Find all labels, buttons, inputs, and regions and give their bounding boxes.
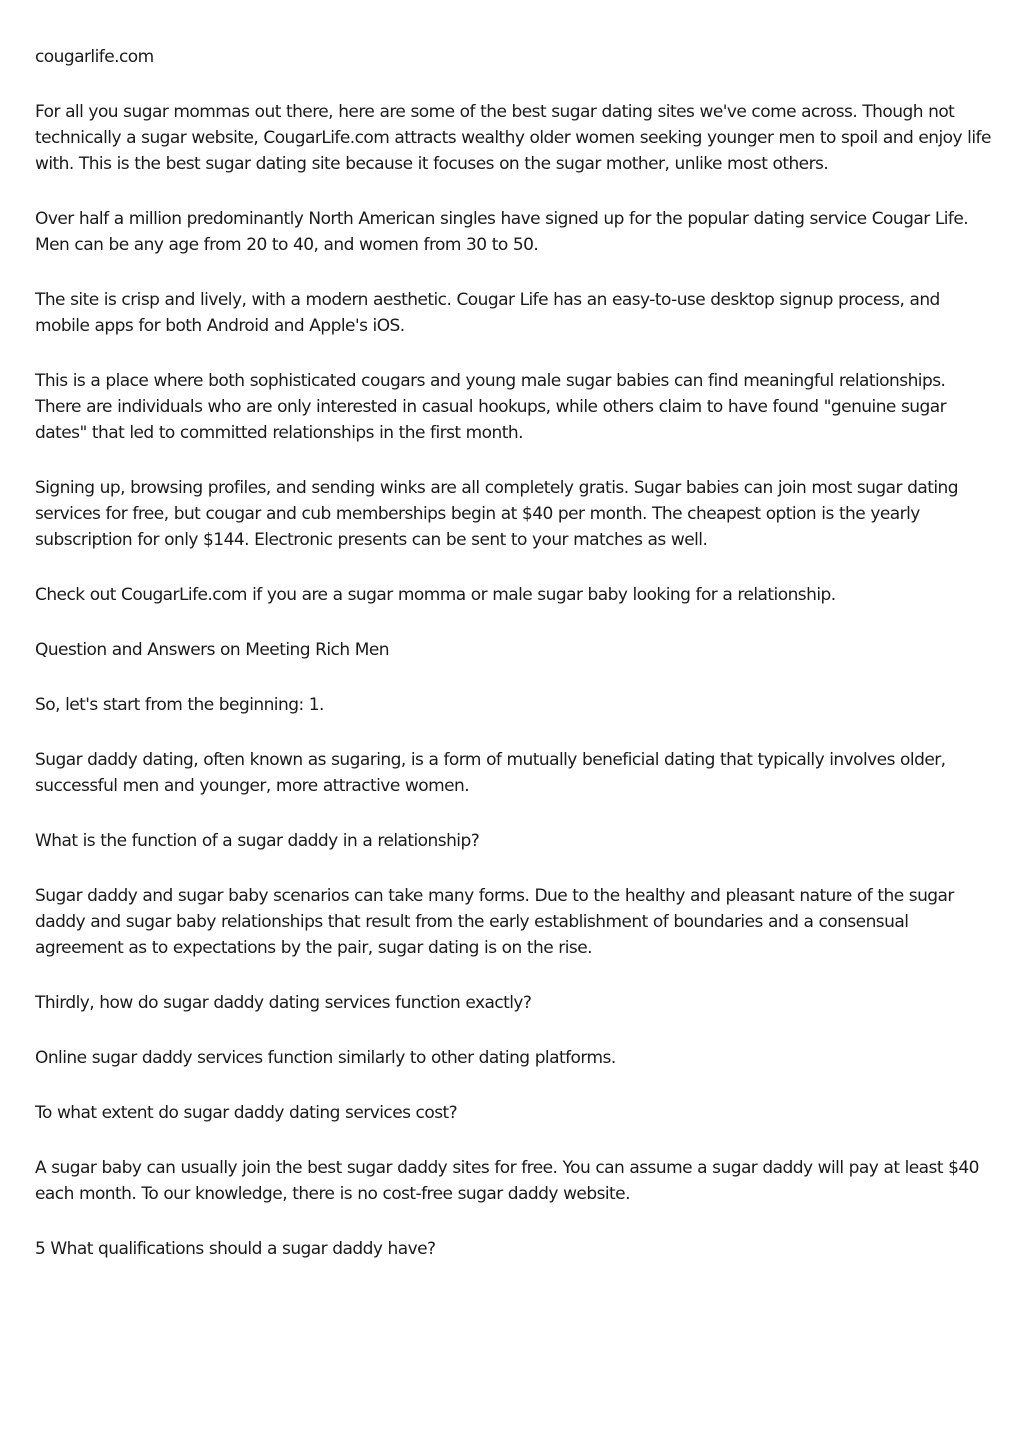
qa-heading: Question and Answers on Meeting Rich Men <box>35 640 389 660</box>
site-name-line: cougarlife.com <box>35 47 154 67</box>
qa-intro-line: So, let's start from the beginning: 1. <box>35 695 324 715</box>
answer-paragraph-1: Sugar daddy dating, often known as sugaring, is a form of mutually beneficial dating that typically involves older, successful men and younger, more attractive women. <box>35 750 946 796</box>
answer-paragraph-4: A sugar baby can usually join the best sugar daddy sites for free. You can assume a sugar daddy will pay at least $40 each month. To our knowledge, there is no cost-free sugar daddy website. <box>35 1158 979 1204</box>
question-5: 5 What qualifications should a sugar daddy have? <box>35 1239 436 1259</box>
intro-paragraph: For all you sugar mommas out there, here are some of the best sugar dating sites we've come across. Though not technically a sugar website, CougarLife.com attracts wealthy older women seeking younger men to spoil and enjoy life with. This is the best sugar dating site because it focuses on the sugar mother, unlike most others. <box>35 102 991 174</box>
question-2: What is the function of a sugar daddy in a relationship? <box>35 831 480 851</box>
pricing-paragraph: Signing up, browsing profiles, and sending winks are all completely gratis. Sugar babies can join most sugar dating services for free, but cougar and cub memberships begin at $40 per month. The cheapest option is the yearly subscription for only $144. Electronic presents can be sent to your matches as well. <box>35 478 958 550</box>
recommendation-paragraph: Check out CougarLife.com if you are a sugar momma or male sugar baby looking for a relationship. <box>35 585 836 605</box>
question-4: To what extent do sugar daddy dating services cost? <box>35 1103 458 1123</box>
site-design-paragraph: The site is crisp and lively, with a modern aesthetic. Cougar Life has an easy-to-use desktop signup process, and mobile apps for both Android and Apple's iOS. <box>35 290 940 336</box>
document-body <box>35 44 995 1291</box>
answer-paragraph-2: Sugar daddy and sugar baby scenarios can take many forms. Due to the healthy and pleasant nature of the sugar daddy and sugar baby relationships that result from the early establishment of boundaries and a consensual agreement as to expectations by the pair, sugar dating is on the rise. <box>35 886 954 958</box>
relationships-paragraph: This is a place where both sophisticated cougars and young male sugar babies can find meaningful relationships. There are individuals who are only interested in casual hookups, while others claim to have found "genuine sugar dates" that led to committed relationships in the first month. <box>35 371 947 443</box>
membership-paragraph: Over half a million predominantly North American singles have signed up for the popular dating service Cougar Life. Men can be any age from 20 to 40, and women from 30 to 50. <box>35 209 969 255</box>
question-3: Thirdly, how do sugar daddy dating services function exactly? <box>35 993 532 1013</box>
answer-paragraph-3: Online sugar daddy services function similarly to other dating platforms. <box>35 1048 616 1068</box>
